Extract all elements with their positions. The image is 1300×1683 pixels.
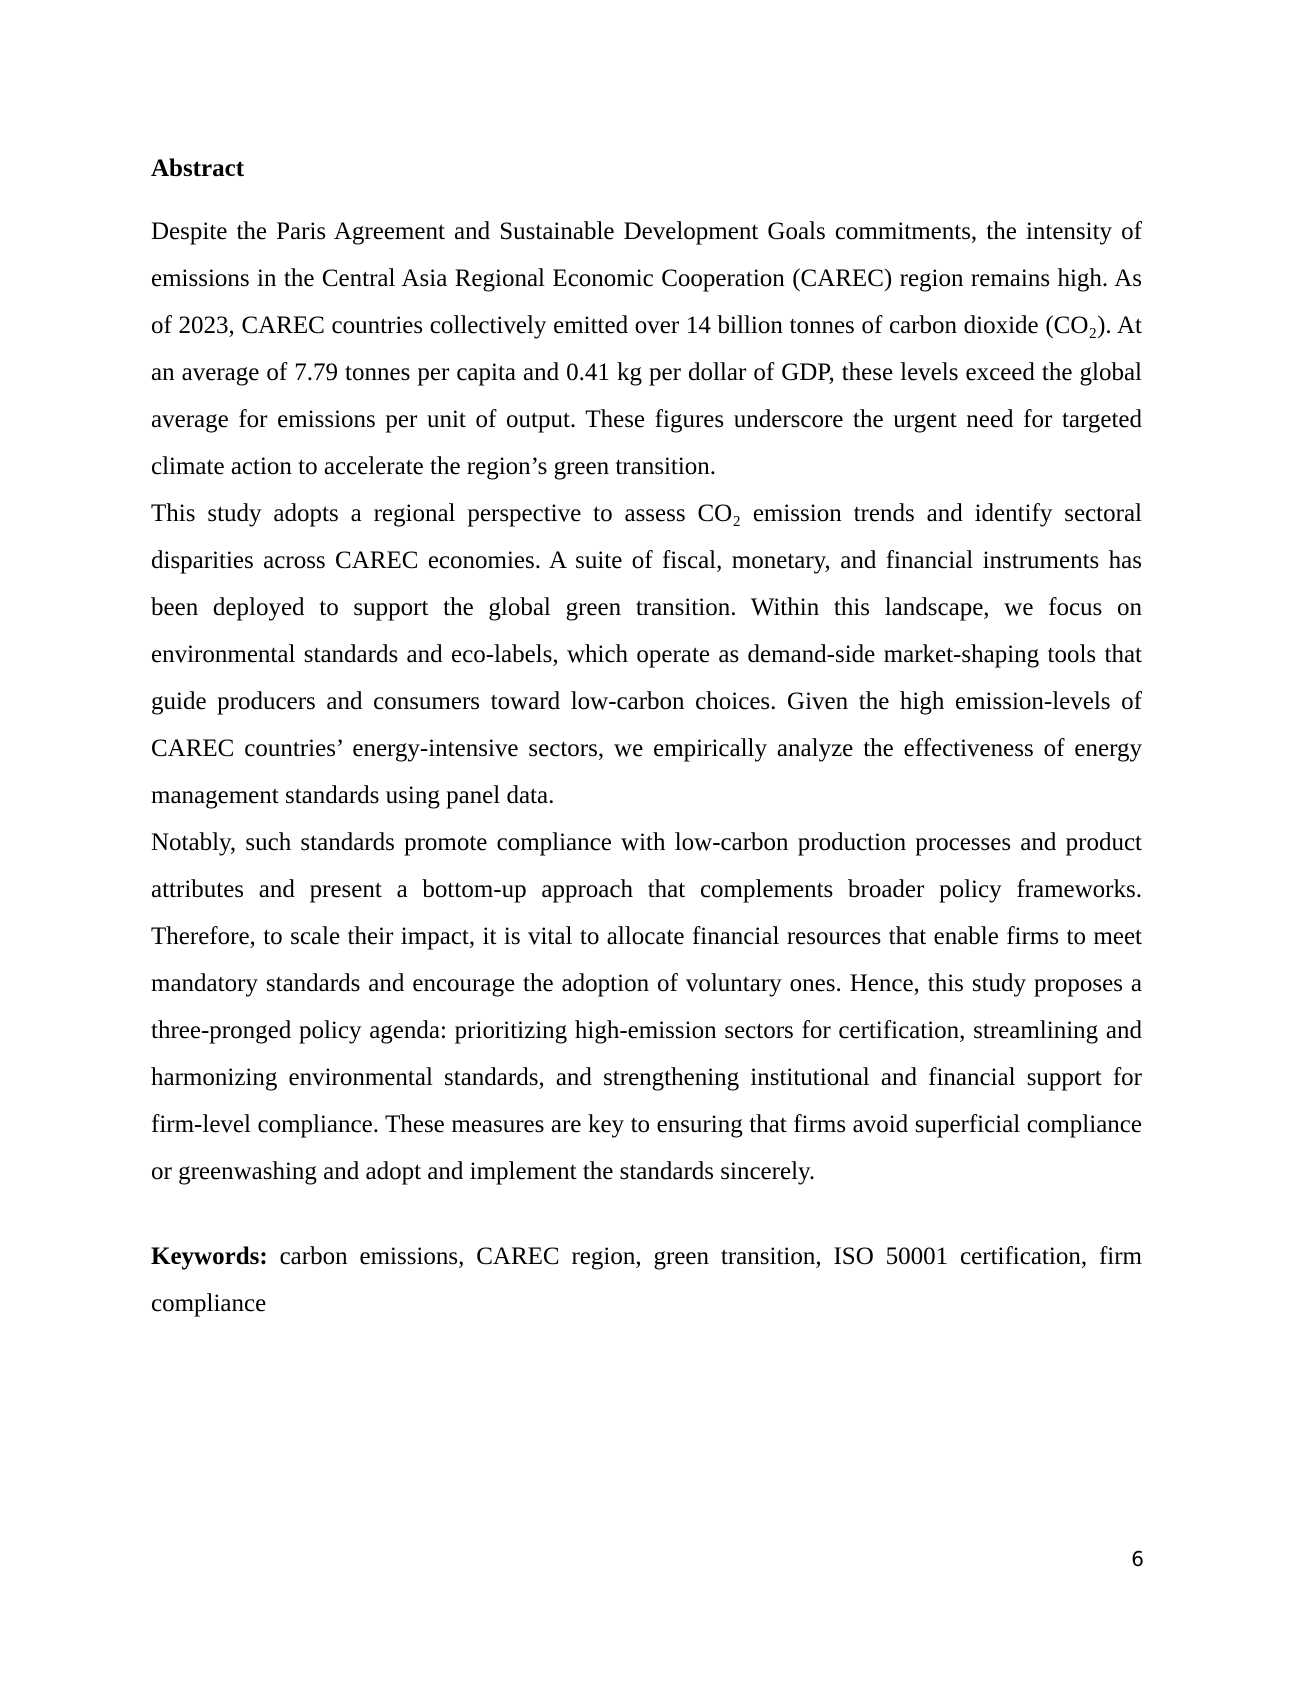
abstract-paragraph-3: Notably, such standards promote compliance with low-carbon production processes and product attributes and present a bottom-up approach that complements broader policy frameworks. Therefore, to scale their impact, it is vital to allocate financial resources that enable firms to meet mandatory standards and encourage the adoption of voluntary ones. Hence, this study proposes a three-pronged policy agenda: prioritizing high-emission sectors for certification, streamlining and harmonizing environmental standards, and strengthening institutional and financial support for firm-level compliance. These measures are key to ensuring that firms avoid superficial compliance or greenwashing and adopt and implement the standards sincerely. xyxy=(151,829,1142,1185)
abstract-heading: Abstract xyxy=(151,155,245,182)
abstract-body xyxy=(151,208,1142,1195)
page-number: 6 xyxy=(1131,1547,1144,1571)
keywords-text: carbon emissions, CAREC region, green transition, ISO 50001 certification, firm compliance xyxy=(151,1243,1143,1317)
keywords-line xyxy=(151,1233,1142,1327)
abstract-paragraph-2: This study adopts a regional perspective to assess CO₂ emission trends and identify sectoral disparities across CAREC economies. A suite of fiscal, monetary, and financial instruments has been deployed to support the global green transition. Within this landscape, we focus on environmental standards and eco-labels, which operate as demand-side market-shaping tools that guide producers and consumers toward low-carbon choices. Given the high emission-levels of CAREC countries’ energy-intensive sectors, we empirically analyze the effectiveness of energy management standards using panel data. xyxy=(151,500,1142,809)
keywords-label: Keywords: xyxy=(151,1243,268,1270)
abstract-paragraph-1: Despite the Paris Agreement and Sustainable Development Goals commitments, the intensity of emissions in the Central Asia Regional Economic Cooperation (CAREC) region remains high. As of 2023, CAREC countries collectively emitted over 14 billion tonnes of carbon dioxide (CO₂). At an average of 7.79 tonnes per capita and 0.41 kg per dollar of GDP, these levels exceed the global average for emissions per unit of output. These figures underscore the urgent need for targeted climate action to accelerate the region’s green transition. xyxy=(151,218,1142,480)
